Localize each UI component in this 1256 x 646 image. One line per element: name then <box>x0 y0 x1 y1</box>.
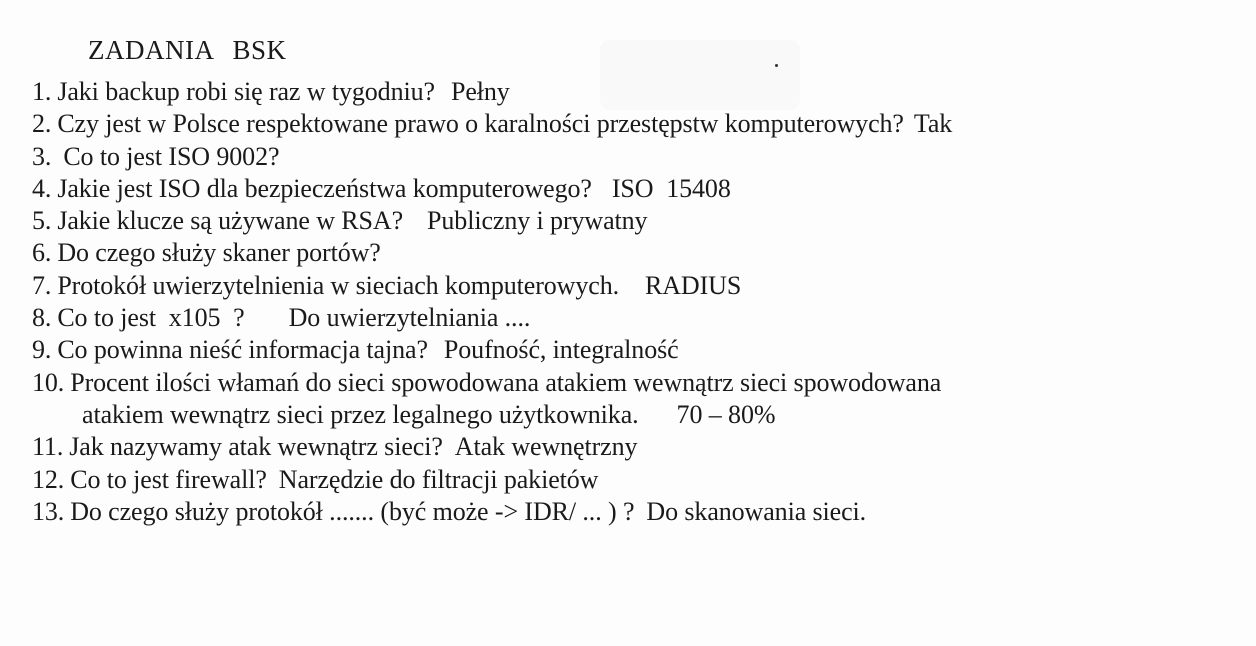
question-list <box>32 76 1247 528</box>
title-part-1: ZADANIA <box>88 35 215 65</box>
answer-text: ISO 15408 <box>611 173 731 203</box>
item-number: 11. <box>32 432 64 462</box>
answer-text: RADIUS <box>645 270 742 300</box>
answer-text: Do uwierzytelniania .... <box>288 303 531 333</box>
question-item-4 <box>32 173 1247 205</box>
item-number: 13. <box>32 496 65 526</box>
question-text: Co powinna nieść informacja tajna? <box>57 335 428 365</box>
answer-text: 70 – 80% <box>676 399 776 429</box>
item-number: 5. <box>32 206 52 236</box>
item-number: 4. <box>32 173 52 203</box>
question-item-1 <box>32 76 1247 108</box>
scan-speck <box>775 64 778 67</box>
question-text: Do czego służy skaner portów? <box>57 238 381 268</box>
question-item-6 <box>32 237 1247 269</box>
answer-text: Narzędzie do filtracji pakietów <box>278 464 599 494</box>
item-number: 1. <box>32 77 52 106</box>
item-number: 9. <box>32 335 52 365</box>
question-item-8 <box>32 302 1247 334</box>
question-text-line-2: atakiem wewnątrz sieci przez legalnego użytkownika. <box>82 399 639 429</box>
question-item-5 <box>32 205 1247 237</box>
answer-text: Pełny <box>450 77 510 106</box>
answer-text: Poufność, integralność <box>443 335 679 365</box>
answer-text: Do skanowania sieci. <box>646 496 867 526</box>
question-text: Co to jest x105 ? <box>57 303 245 333</box>
question-text: Do czego służy protokół ....... (być może -> IDR/ ... ) ? <box>70 496 635 526</box>
answer-text: Tak <box>913 109 953 139</box>
title-part-2: BSK <box>232 35 287 65</box>
item-number: 10. <box>32 367 65 397</box>
item-number: 2. <box>32 109 52 139</box>
question-text: Jak nazywamy atak wewnątrz sieci? <box>69 432 443 462</box>
question-text: Co to jest ISO 9002? <box>63 141 280 171</box>
question-text-continued <box>32 399 1247 431</box>
question-text: Co to jest firewall? <box>70 464 267 494</box>
question-item-7 <box>32 270 1247 302</box>
question-item-10 <box>32 367 1247 432</box>
answer-text: Publiczny i prywatny <box>427 206 648 236</box>
item-number: 7. <box>32 270 52 300</box>
item-number: 8. <box>32 303 52 333</box>
question-item-3 <box>32 141 1247 173</box>
item-number: 3. <box>32 141 52 171</box>
document-title <box>88 34 287 66</box>
question-text: Jakie klucze są używane w RSA? <box>57 206 404 236</box>
question-item-11 <box>32 431 1247 463</box>
question-text: Protokół uwierzytelnienia w sieciach komputerowych. <box>57 270 619 300</box>
question-item-2 <box>32 108 1247 140</box>
question-item-13 <box>32 496 1247 528</box>
answer-text: Atak wewnętrzny <box>454 432 638 462</box>
question-item-9 <box>32 334 1247 366</box>
question-text: Jakie jest ISO dla bezpieczeństwa komputerowego? <box>57 173 592 203</box>
question-text: Czy jest w Polsce respektowane prawo o karalności przestępstw komputerowych? <box>57 109 904 139</box>
item-number: 6. <box>32 238 52 268</box>
question-text: Procent ilości włamań do sieci spowodowana atakiem wewnątrz sieci spowodowana <box>70 367 942 397</box>
question-text: Jaki backup robi się raz w tygodniu? <box>57 77 435 106</box>
question-item-12 <box>32 464 1247 496</box>
item-number: 12. <box>32 464 65 494</box>
